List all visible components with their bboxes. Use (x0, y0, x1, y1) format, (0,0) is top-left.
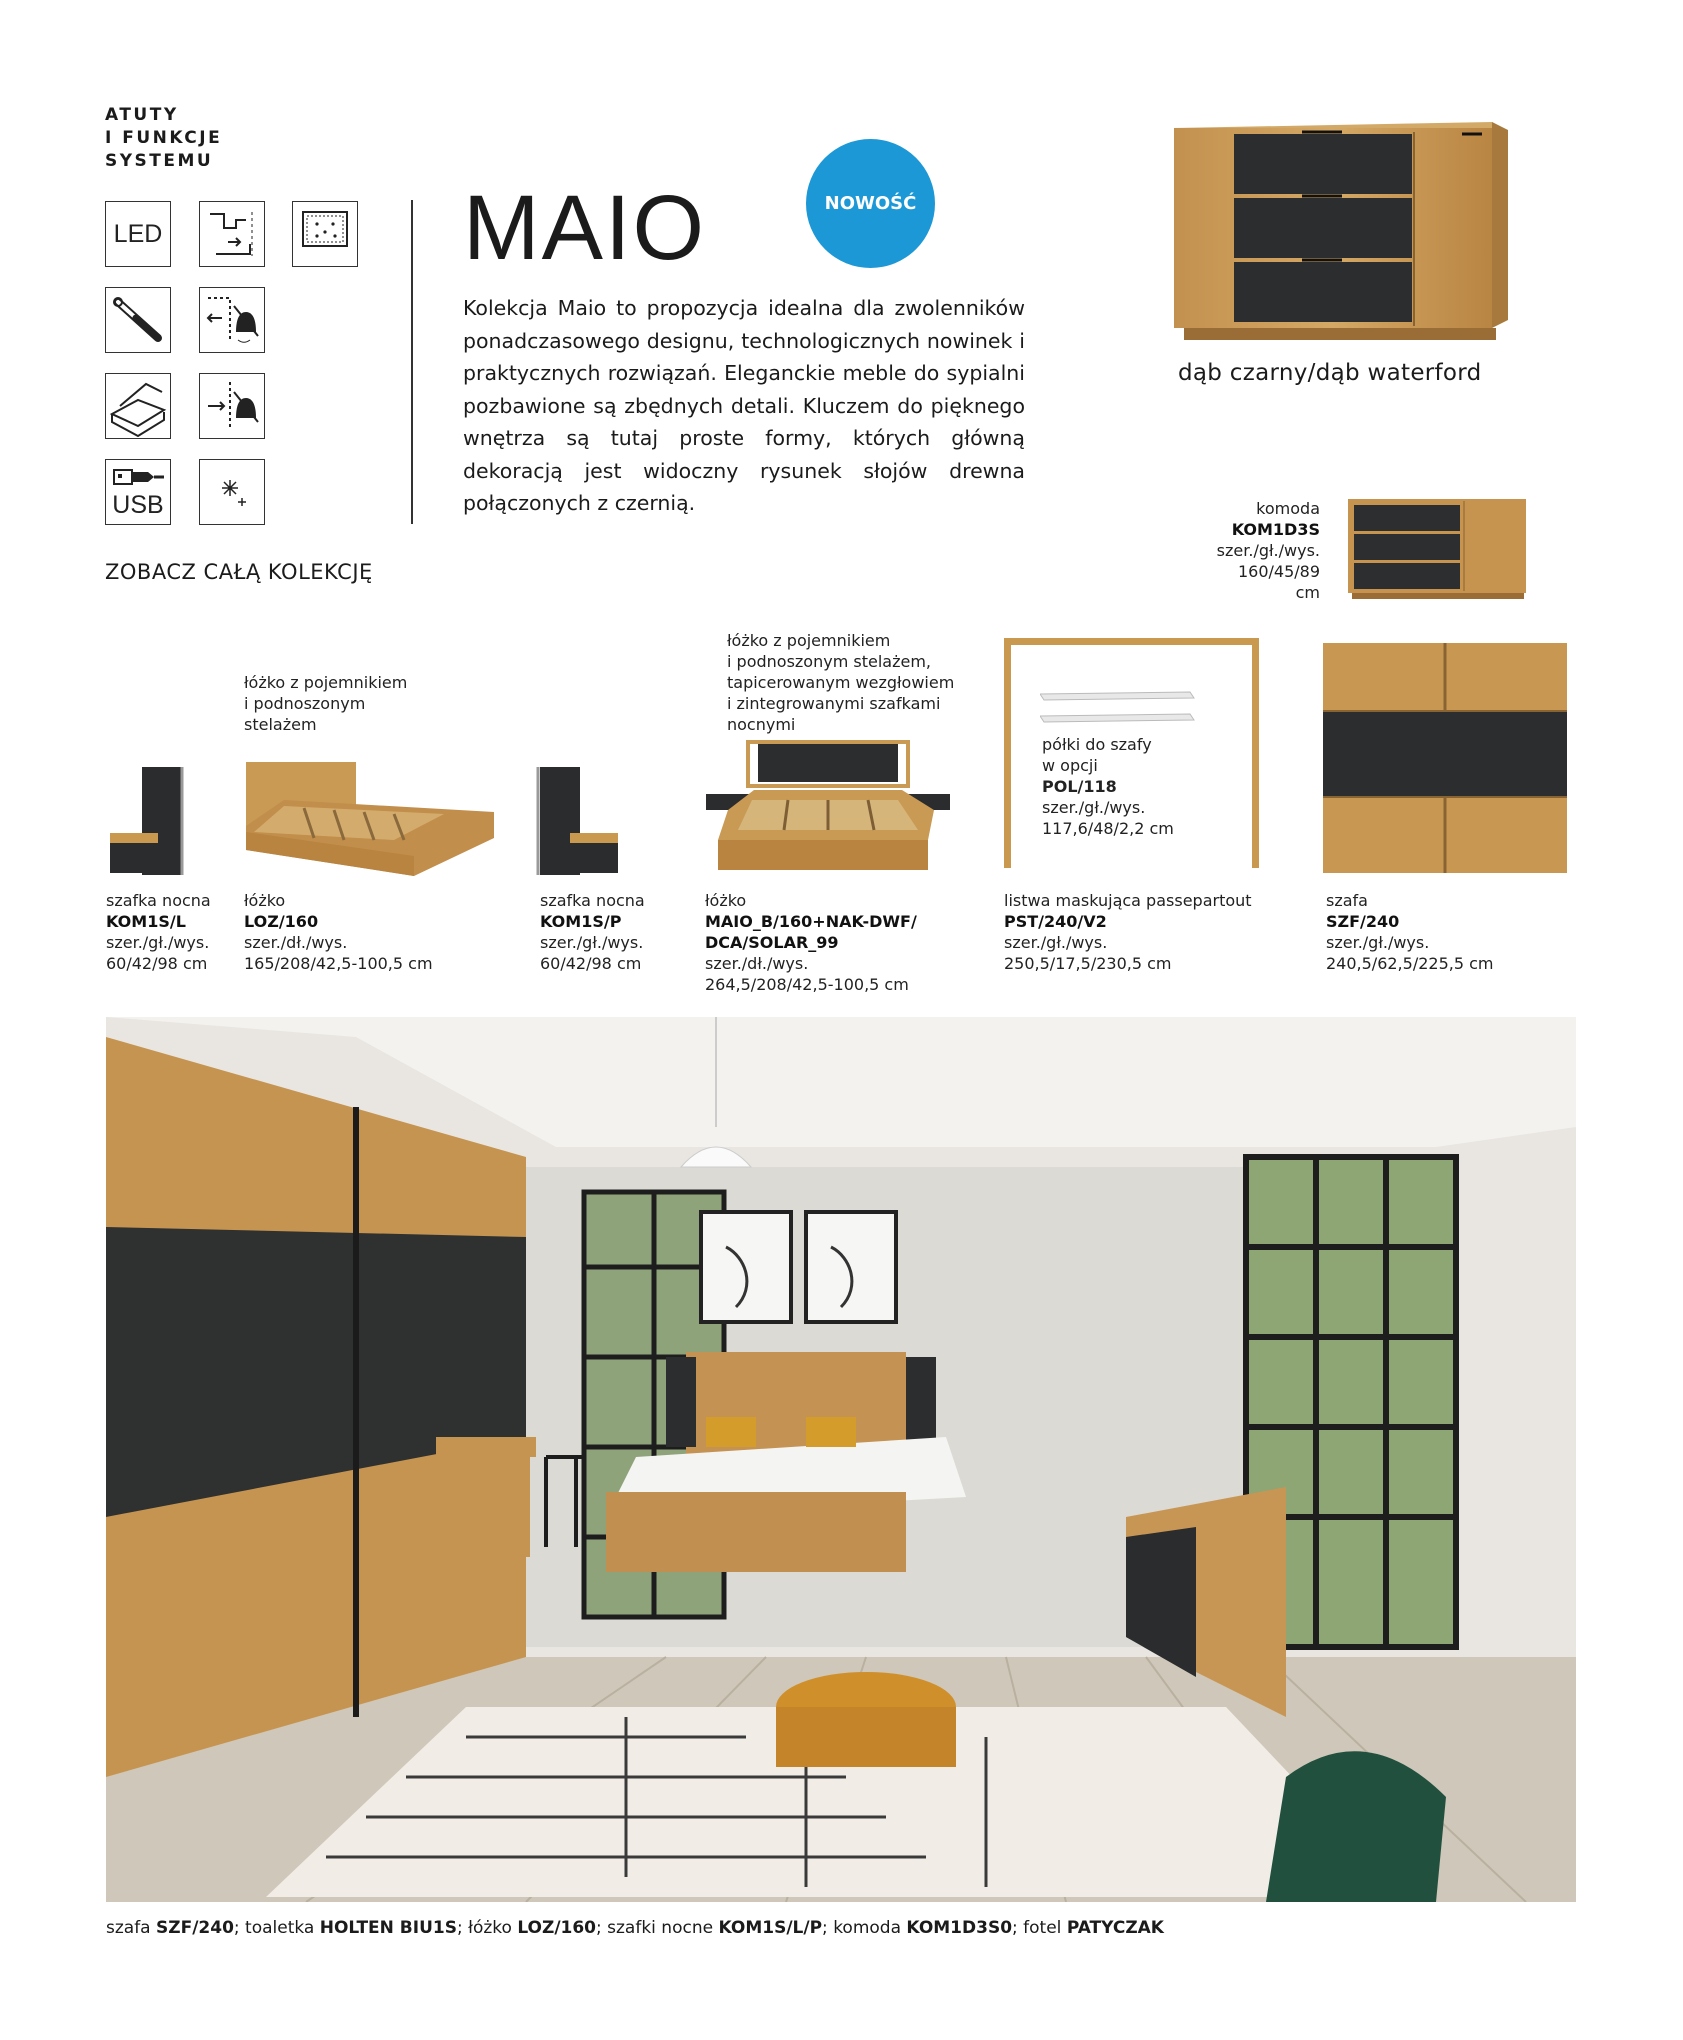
kom1sl-caption: szafka nocna KOM1S/L szer./gł./wys. 60/42/98 cm (106, 891, 211, 973)
led-icon: LED (105, 201, 171, 267)
usb-icon: USB (105, 459, 171, 525)
silent-push-icon (199, 373, 265, 439)
soft-close-drawer-icon (199, 201, 265, 267)
lift-up-bed-icon (105, 373, 171, 439)
komoda-caption: komoda KOM1D3S szer./gł./wys. 160/45/89 cm (1216, 499, 1320, 602)
silent-close-icon (199, 287, 265, 353)
bed-loz160-image (244, 760, 500, 884)
shelves-caption: półki do szafy w opcji POL/118 szer./gł./wys. 117,6/48/2,2 cm (1042, 735, 1174, 838)
new-badge: NOWOŚĆ (806, 139, 935, 268)
loz160-note: łóżko z pojemnikiem i podnoszonym stelażem (244, 673, 408, 734)
passepartout-caption: listwa maskująca passepartout PST/240/V2 szer./gł./wys. 250,5/17,5/230,5 cm (1004, 891, 1252, 973)
lighting-panel-icon (292, 201, 358, 267)
komoda-small-image (1346, 497, 1530, 605)
nightstand-left-image (108, 767, 194, 883)
dresser-image (1172, 120, 1512, 349)
shelves-image (1040, 690, 1200, 734)
bed-maio-image (698, 740, 954, 884)
maio-bed-caption: łóżko MAIO_B/160+NAK-DWF/ DCA/SOLAR_99 szer./dł./wys. 264,5/208/42,5-100,5 cm (705, 891, 917, 994)
wardrobe-caption: szafa SZF/240 szer./gł./wys. 240,5/62,5/225,5 cm (1326, 891, 1494, 973)
maio-bed-note: łóżko z pojemnikiem i podnoszonym stelażem, tapicerowanym wezgłowiem i zintegrowanymi szafkami nocnymi (727, 631, 955, 734)
collection-description: Kolekcja Maio to propozycja idealna dla zwolenników ponadczasowego designu, technologicznych nowinek i praktycznych rozwiązań. Eleganckie meble do sypialni pozbawione są zbędnych detali. Kluczem do pięknego wnętrza są tutaj proste formy, których główną dekoracją jest widoczny rysunek słojów drewna połączonych z czernią. (463, 296, 1025, 515)
divider (411, 200, 413, 524)
kom1sp-caption: szafka nocna KOM1S/P szer./gł./wys. 60/42/98 cm (540, 891, 645, 973)
gas-lift-icon (105, 287, 171, 353)
sparkle-finish-icon (199, 459, 265, 525)
loz160-caption: łóżko LOZ/160 szer./dł./wys. 165/208/42,5-100,5 cm (244, 891, 433, 973)
bedroom-photo (106, 1017, 1576, 1902)
collection-title: MAIO (463, 177, 707, 279)
features-heading: ATUTY I FUNKCJE SYSTEMU (105, 105, 223, 171)
nightstand-right-image (536, 767, 622, 883)
finish-label: dąb czarny/dąb waterford (1178, 360, 1482, 386)
see-all-collection-link[interactable]: ZOBACZ CAŁĄ KOLEKCJĘ (105, 560, 373, 584)
photo-credits: szafa SZF/240; toaletka HOLTEN BIU1S; łóżko LOZ/160; szafki nocne KOM1S/L/P; komoda KOM1D3S0; fotel PATYCZAK (106, 1918, 1164, 1938)
wardrobe-image (1323, 643, 1567, 877)
